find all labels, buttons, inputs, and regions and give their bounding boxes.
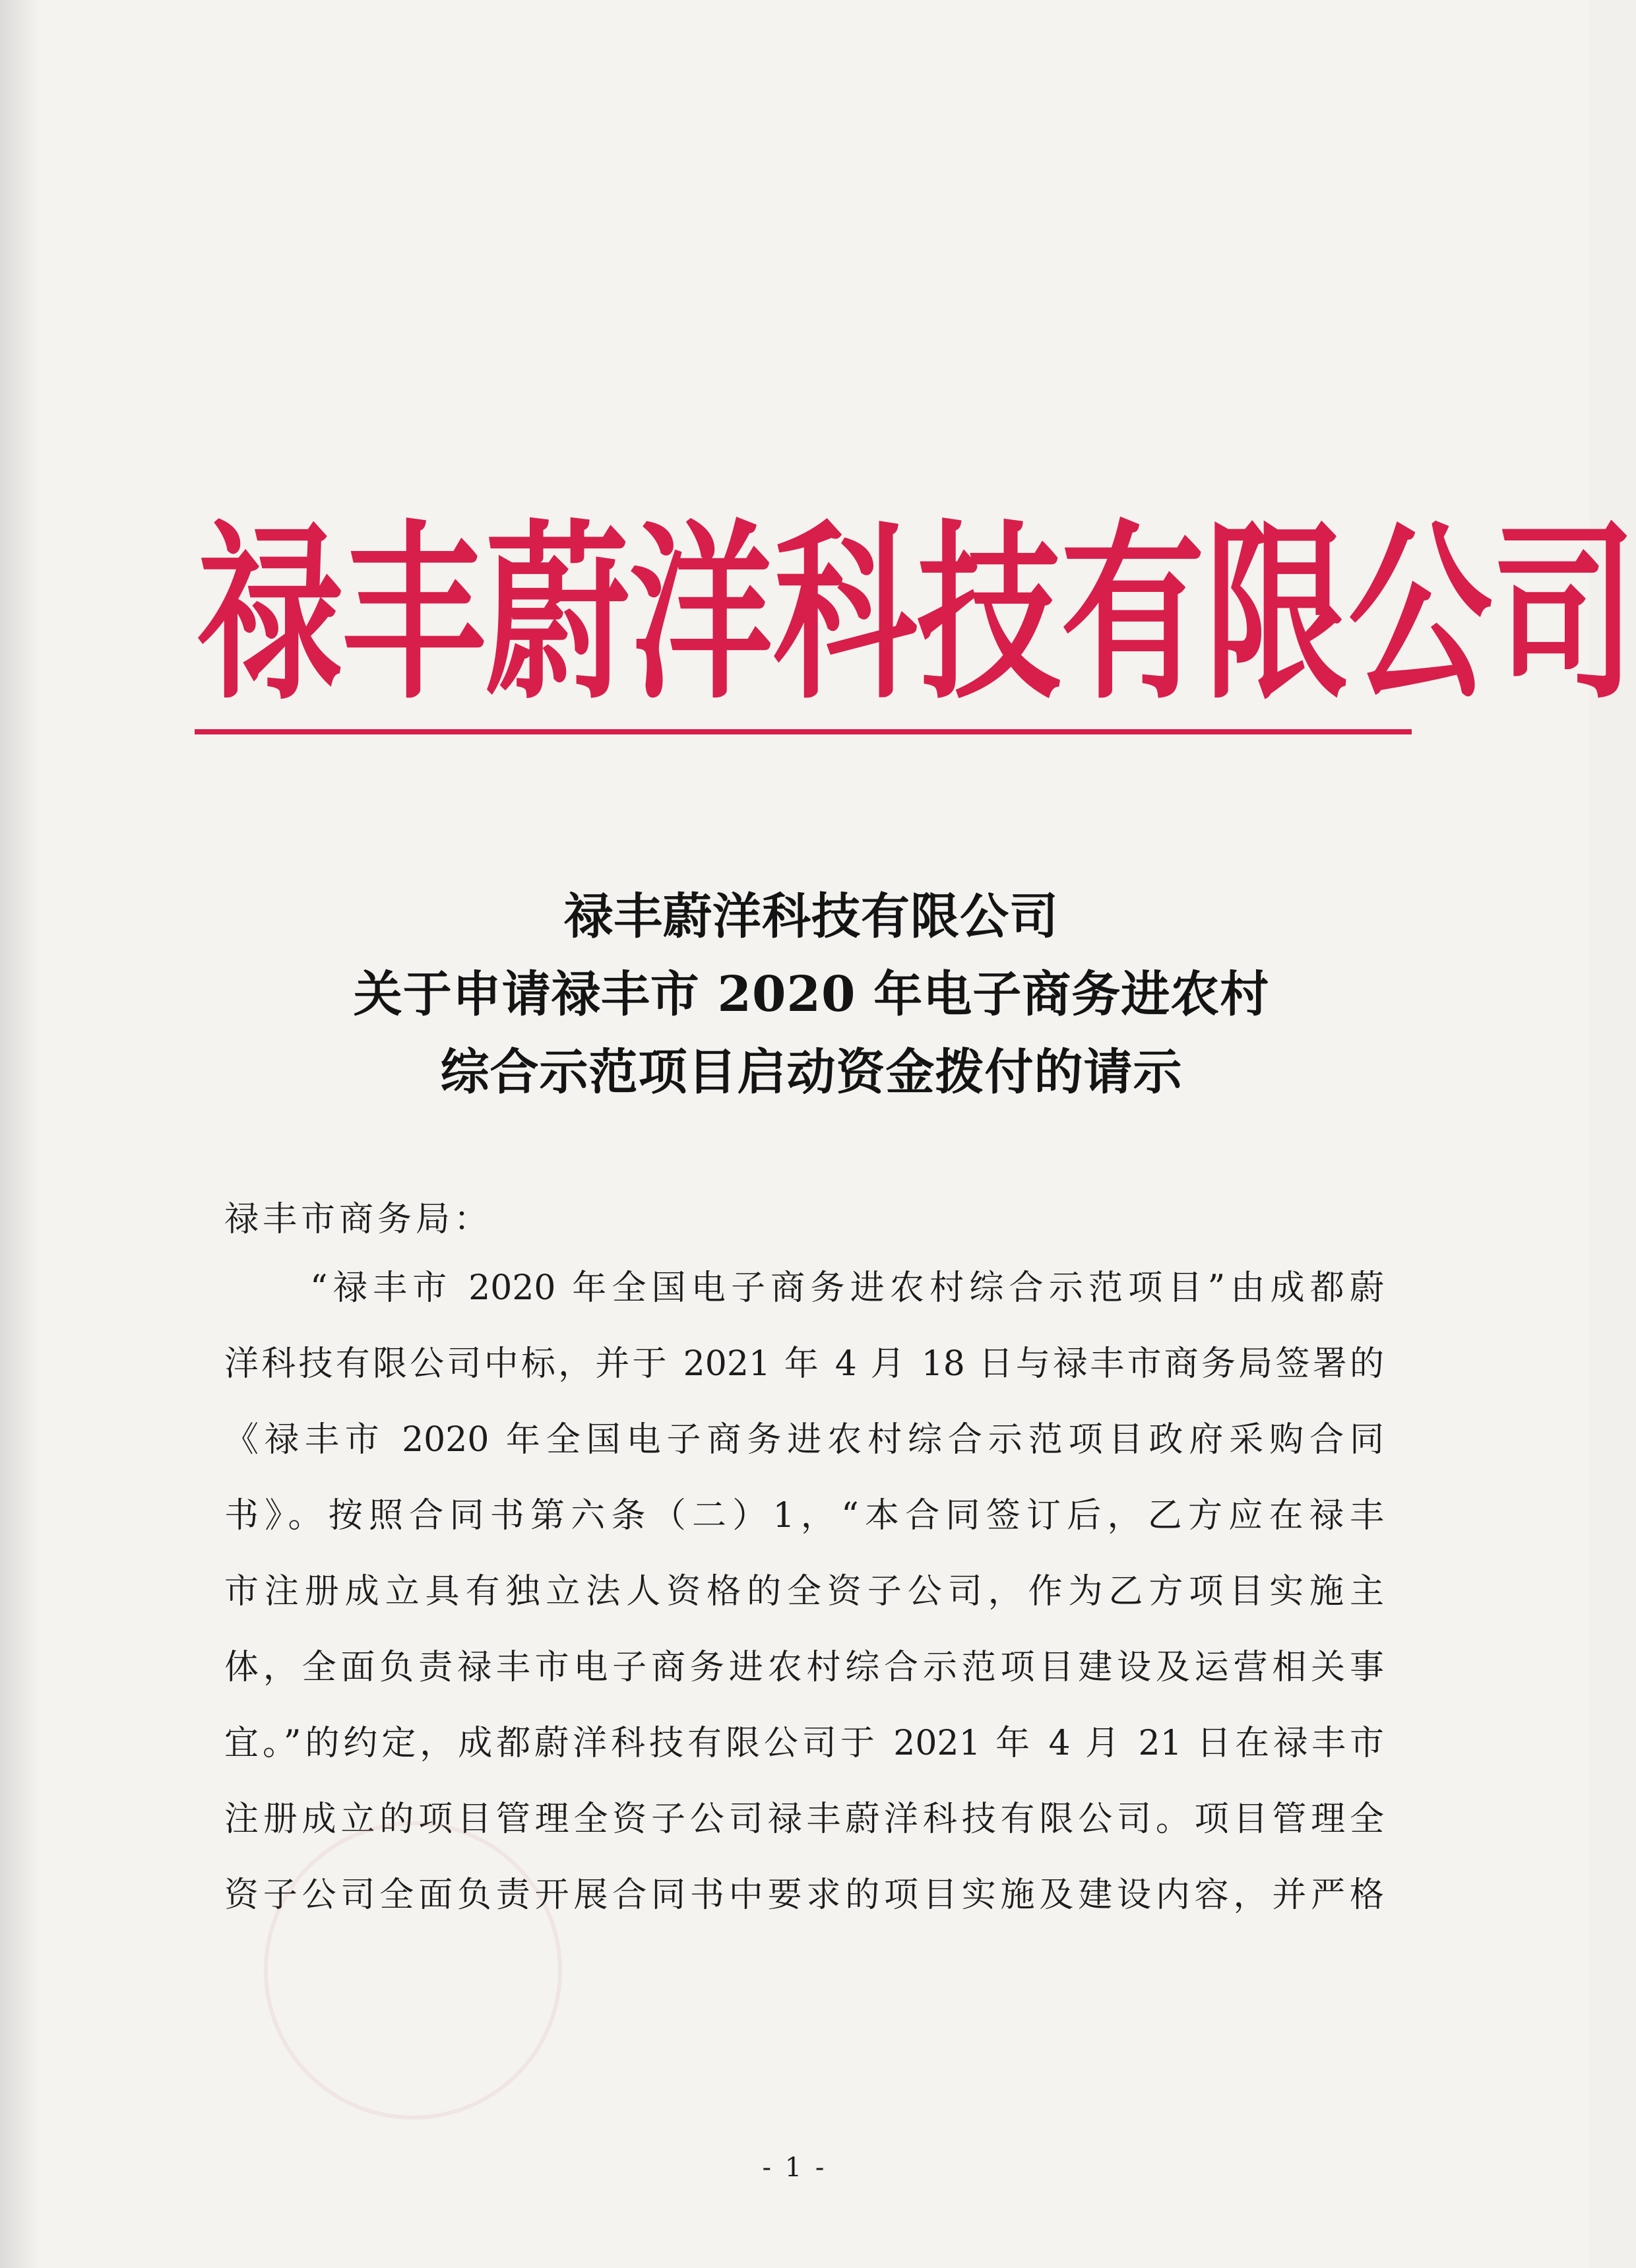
scan-edge-shading [0, 0, 40, 2268]
letterhead-char: 蔚 [486, 502, 629, 725]
body-text-line: 注册成立的项目管理全资子公司禄丰蔚洋科技有限公司。项目管理全 [224, 1799, 1384, 1839]
faint-stamp-ghost [264, 1821, 562, 2120]
letterhead-char: 公 [1348, 502, 1492, 725]
body-text-line: 宜。”的约定，成都蔚洋科技有限公司于 2021 年 4 月 21 日在禄丰市 [224, 1724, 1384, 1763]
body-text-line: “禄丰市 2020 年全国电子商务进农村综合示范项目”由成都蔚 [310, 1268, 1384, 1308]
letterhead [198, 502, 1636, 726]
letterhead-char: 禄 [198, 502, 342, 725]
document-title-line-3: 综合示范项目启动资金拨付的请示 [440, 1044, 1183, 1101]
page-number: - 1 - [762, 2153, 827, 2183]
body-text-line: 体，全面负责禄丰市电子商务进农村综合示范项目建设及运营相关事 [224, 1648, 1384, 1687]
document-title-line-2: 关于申请禄丰市 2020 年电子商务进农村 [353, 966, 1270, 1023]
letterhead-char: 司 [1492, 502, 1636, 725]
letterhead-char: 洋 [629, 502, 773, 725]
body-text-line: 资子公司全面负责开展合同书中要求的项目实施及建设内容，并严格 [224, 1875, 1384, 1915]
letterhead-char: 有 [1061, 502, 1205, 725]
letterhead-char: 科 [773, 502, 917, 725]
document-title-line-1: 禄丰蔚洋科技有限公司 [564, 888, 1059, 945]
letterhead-char: 丰 [342, 502, 486, 725]
letterhead-char: 技 [917, 502, 1061, 725]
body-text-line: 洋科技有限公司中标，并于 2021 年 4 月 18 日与禄丰市商务局签署的 [224, 1344, 1384, 1384]
letterhead-char: 限 [1205, 502, 1348, 725]
body-text-line: 书》。按照合同书第六条（二）1，“本合同签订后，乙方应在禄丰 [224, 1496, 1384, 1536]
letterhead-red-rule [195, 729, 1412, 734]
body-text-line: 《禄丰市 2020 年全国电子商务进农村综合示范项目政府采购合同 [224, 1420, 1384, 1460]
salutation: 禄丰市商务局： [224, 1200, 493, 1239]
body-text-line: 市注册成立具有独立法人资格的全资子公司，作为乙方项目实施主 [224, 1572, 1384, 1611]
